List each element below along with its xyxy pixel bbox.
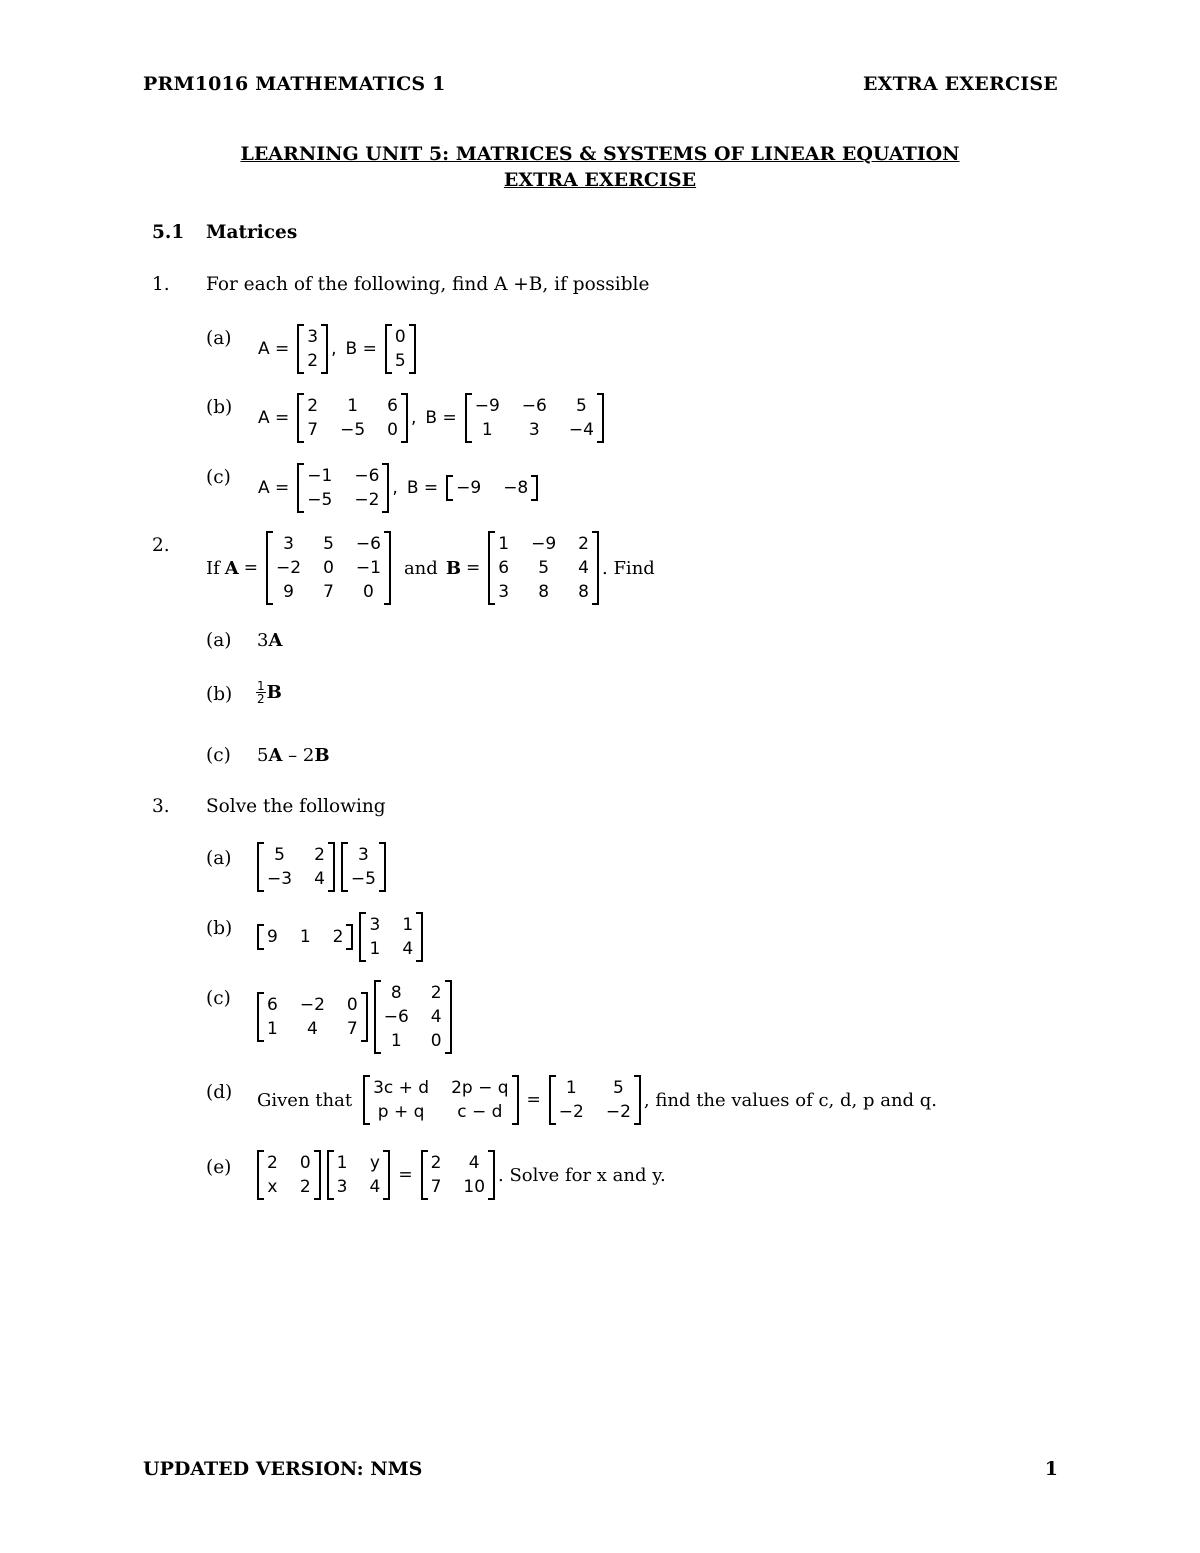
matrix-cell: 4: [468, 1153, 480, 1173]
right-bracket: [346, 924, 353, 950]
q3e-matrix-1: [257, 1150, 321, 1200]
q2a-label: (a): [206, 630, 232, 651]
matrix-cell: 10: [463, 1177, 486, 1197]
matrix-cell: 0: [430, 1031, 442, 1051]
matrix-cell: 4: [314, 869, 325, 889]
header-right: EXTRA EXERCISE: [862, 73, 1058, 95]
q2b-label: (b): [206, 684, 233, 705]
matrix-cell: 4: [402, 939, 414, 959]
left-bracket: [549, 1075, 556, 1125]
q3a-matrix-2: [341, 842, 386, 892]
document-title: LEARNING UNIT 5: MATRICES & SYSTEMS OF LINEAR EQUATION: [240, 143, 960, 165]
matrix-cell: y: [369, 1153, 380, 1173]
matrix-cell: 2: [430, 1153, 442, 1173]
matrix-cell: 0: [299, 1153, 311, 1173]
matrix-cell: 1: [498, 534, 510, 554]
right-bracket: [416, 912, 423, 962]
q2-a-name: A: [224, 557, 239, 579]
right-bracket: [597, 393, 604, 443]
right-bracket: [328, 842, 335, 892]
matrix-cell: −6: [354, 466, 380, 486]
matrix-cell: −2: [299, 995, 325, 1015]
left-bracket: [421, 1150, 428, 1200]
matrix-cell: −5: [340, 420, 366, 440]
q3c-matrix-1: [257, 992, 368, 1042]
q3a-expression: [254, 842, 389, 892]
matrix-cell: 7: [307, 420, 319, 440]
matrix-cell: −2: [605, 1102, 631, 1122]
section-number: 5.1: [152, 222, 185, 243]
right-bracket: [634, 1075, 641, 1125]
q3a-matrix-1: [257, 842, 335, 892]
matrix-cell: −6: [383, 1007, 409, 1027]
matrix-cell: 1: [402, 915, 414, 935]
q3c-matrix-2: [374, 980, 452, 1054]
matrix-cell: 3: [528, 420, 540, 440]
left-bracket: [327, 1150, 334, 1200]
right-bracket: [488, 1150, 495, 1200]
q3b-expression: [254, 912, 426, 962]
q2b-numerator: 1: [257, 679, 265, 693]
matrix-cell: 3: [358, 845, 369, 865]
left-bracket: [297, 324, 304, 374]
q2-if-text: If: [206, 557, 220, 579]
matrix-cell: −2: [276, 558, 302, 578]
q3c-expression: [254, 980, 455, 1054]
question-1-text: For each of the following, find A +B, if possible: [206, 274, 650, 295]
q3e-matrix-2: [327, 1150, 391, 1200]
matrix-cell: 9: [283, 582, 294, 602]
matrix-cell: 3: [369, 915, 381, 935]
q1b-matrix-b: [465, 393, 604, 443]
matrix-cell: −5: [350, 869, 376, 889]
matrix-cell: 4: [369, 1177, 381, 1197]
matrix-cell: −1: [355, 558, 381, 578]
matrix-cell: 4: [430, 1007, 442, 1027]
left-bracket: [297, 393, 304, 443]
matrix-cell: 1: [369, 939, 381, 959]
left-bracket: [465, 393, 472, 443]
matrix-cell: 1: [347, 396, 359, 416]
q3e-label: (e): [206, 1157, 232, 1178]
right-bracket: [592, 531, 599, 605]
matrix-cell: 1: [336, 1153, 348, 1173]
right-bracket: [401, 393, 408, 443]
matrix-cell: 1: [390, 1031, 402, 1051]
matrix-cell: −9: [474, 396, 500, 416]
right-bracket: [409, 324, 416, 374]
q3d-given-text: Given that: [257, 1089, 353, 1111]
left-bracket: [257, 992, 264, 1042]
matrix-cell: 3: [307, 327, 319, 347]
q3b-matrix-1: [257, 924, 353, 950]
matrix-cell: 2: [578, 534, 589, 554]
q2c-minus: – 2: [282, 745, 315, 766]
question-3-text: Solve the following: [206, 796, 386, 817]
q1c-label: (c): [206, 467, 231, 488]
question-1-number: 1.: [152, 274, 170, 295]
q2b-expression: [256, 680, 282, 705]
matrix-cell: 0: [323, 558, 334, 578]
matrix-cell: 4: [578, 558, 589, 578]
q2-matrix-b: [488, 531, 599, 605]
left-bracket: [257, 842, 264, 892]
matrix-cell: 7: [346, 1019, 358, 1039]
matrix-cell: 2: [299, 1177, 311, 1197]
right-bracket: [314, 1150, 321, 1200]
right-bracket: [379, 842, 386, 892]
q2c-coef: 5: [257, 745, 269, 766]
q2-and-text: and: [403, 557, 438, 579]
matrix-cell: 2: [332, 927, 344, 947]
q2b-fraction: [256, 680, 266, 705]
footer-version: UPDATED VERSION: NMS: [143, 1458, 423, 1480]
matrix-cell: −2: [558, 1102, 584, 1122]
matrix-cell: 6: [267, 995, 278, 1015]
matrix-cell: 2: [314, 845, 325, 865]
right-bracket: [361, 992, 368, 1042]
left-bracket: [266, 531, 273, 605]
matrix-cell: 0: [394, 327, 406, 347]
matrix-cell: 5: [394, 351, 406, 371]
q2c-expression: [257, 745, 330, 766]
matrix-cell: 5: [612, 1078, 624, 1098]
question-3-number: 3.: [152, 796, 170, 817]
matrix-cell: 3: [283, 534, 294, 554]
q2b-var: B: [266, 682, 282, 703]
matrix-cell: c − d: [457, 1102, 503, 1122]
q2-b-name: B: [445, 557, 462, 579]
q2c-label: (c): [206, 745, 231, 766]
matrix-cell: 7: [430, 1177, 442, 1197]
q1b-matrix-a: [297, 393, 408, 443]
matrix-cell: 2: [307, 351, 319, 371]
q3b-label: (b): [206, 918, 233, 939]
left-bracket: [385, 324, 392, 374]
q1c-matrix-a: [297, 463, 389, 513]
q1a-matrix-b: [385, 324, 416, 374]
matrix-cell: −6: [521, 396, 547, 416]
matrix-cell: p + q: [377, 1102, 425, 1122]
matrix-cell: 1: [299, 927, 311, 947]
left-bracket: [257, 1150, 264, 1200]
matrix-cell: −5: [307, 490, 333, 510]
left-bracket: [374, 980, 381, 1054]
q2a-var: A: [268, 630, 283, 651]
matrix-cell: 7: [323, 582, 334, 602]
q2a-expression: [257, 630, 282, 651]
q2c-var-b: B: [314, 745, 330, 766]
matrix-cell: −9: [456, 478, 482, 498]
matrix-cell: 0: [387, 420, 398, 440]
q1a-label: (a): [206, 328, 232, 349]
question-2-number: 2.: [152, 535, 170, 556]
left-bracket: [359, 912, 366, 962]
q2a-coef: 3: [257, 630, 269, 651]
right-bracket: [383, 1150, 390, 1200]
left-bracket: [297, 463, 304, 513]
matrix-cell: 1: [481, 420, 493, 440]
matrix-cell: 5: [538, 558, 550, 578]
matrix-cell: 3: [336, 1177, 348, 1197]
matrix-cell: 6: [498, 558, 510, 578]
document-subtitle: EXTRA EXERCISE: [503, 169, 697, 191]
q3d-expression: Given that 3c + d 2p − q p + q c − d = 1 5 −2 −2 , find the values of c, d, p and q.: [257, 1075, 937, 1125]
matrix-cell: 3: [498, 582, 510, 602]
right-bracket: [382, 463, 389, 513]
matrix-cell: 5: [575, 396, 587, 416]
q1c-matrix-b: [446, 475, 538, 501]
q3d-label: (d): [206, 1082, 233, 1103]
matrix-cell: −9: [531, 534, 557, 554]
right-bracket: [445, 980, 452, 1054]
q3c-label: (c): [206, 988, 231, 1009]
left-bracket: [446, 475, 453, 501]
matrix-cell: 1: [267, 1019, 278, 1039]
right-bracket: [384, 531, 391, 605]
q2c-var-a: A: [268, 745, 283, 766]
matrix-cell: 0: [363, 582, 374, 602]
q2b-denominator: 2: [257, 692, 265, 706]
section-title: Matrices: [206, 222, 298, 243]
matrix-cell: 8: [538, 582, 550, 602]
q1b-expression: A = 2 1 6 7 −5 0 , B = −9 −6 5 1 3 −4: [258, 393, 607, 443]
q1a-matrix-a: [297, 324, 328, 374]
q3d-matrix-2: [549, 1075, 641, 1125]
header-course: PRM1016 MATHEMATICS 1: [143, 73, 446, 95]
q1a-expression: A = 3 2 , B = 0 5: [258, 324, 419, 374]
q1c-expression: A = −1 −6 −5 −2 , B = −9 −8: [258, 463, 541, 513]
matrix-cell: 5: [323, 534, 334, 554]
matrix-cell: 6: [387, 396, 398, 416]
matrix-cell: x: [267, 1177, 278, 1197]
q3e-after-text: . Solve for x and y.: [498, 1164, 666, 1186]
q3b-matrix-2: [359, 912, 423, 962]
matrix-cell: 1: [565, 1078, 577, 1098]
q3a-label: (a): [206, 848, 232, 869]
left-bracket: [488, 531, 495, 605]
right-bracket: [531, 475, 538, 501]
matrix-cell: 4: [306, 1019, 318, 1039]
left-bracket: [341, 842, 348, 892]
question-2-statement: If A = 3 5 −6 −2 0 −1 9 7 0 and B = 1 −9 2 6 5 4 3 8 8 . Find: [206, 531, 655, 605]
matrix-cell: 9: [267, 927, 278, 947]
q1b-label: (b): [206, 397, 233, 418]
matrix-cell: 8: [390, 983, 402, 1003]
matrix-cell: −6: [355, 534, 381, 554]
matrix-cell: 8: [578, 582, 589, 602]
q2-matrix-a: [266, 531, 391, 605]
matrix-cell: −3: [267, 869, 293, 889]
matrix-cell: 2p − q: [451, 1078, 509, 1098]
left-bracket: [257, 924, 264, 950]
matrix-cell: 0: [346, 995, 358, 1015]
q3d-matrix-1: [363, 1075, 518, 1125]
right-bracket: [321, 324, 328, 374]
matrix-cell: −8: [503, 478, 529, 498]
matrix-cell: 2: [430, 983, 442, 1003]
matrix-cell: 2: [307, 396, 319, 416]
q3d-after-text: , find the values of c, d, p and q.: [643, 1089, 938, 1111]
matrix-cell: −2: [354, 490, 380, 510]
q2-find-text: . Find: [602, 557, 655, 579]
q3e-matrix-3: [421, 1150, 495, 1200]
matrix-cell: −4: [568, 420, 594, 440]
matrix-cell: 3c + d: [373, 1078, 430, 1098]
q3e-expression: 2 0 x 2 1 y 3 4 = 2 4 7 10 . Solve for x and y.: [254, 1150, 666, 1200]
matrix-cell: 2: [267, 1153, 278, 1173]
matrix-cell: −1: [307, 466, 333, 486]
page-number: 1: [1044, 1458, 1058, 1480]
matrix-cell: 5: [274, 845, 285, 865]
left-bracket: [363, 1075, 370, 1125]
right-bracket: [512, 1075, 519, 1125]
